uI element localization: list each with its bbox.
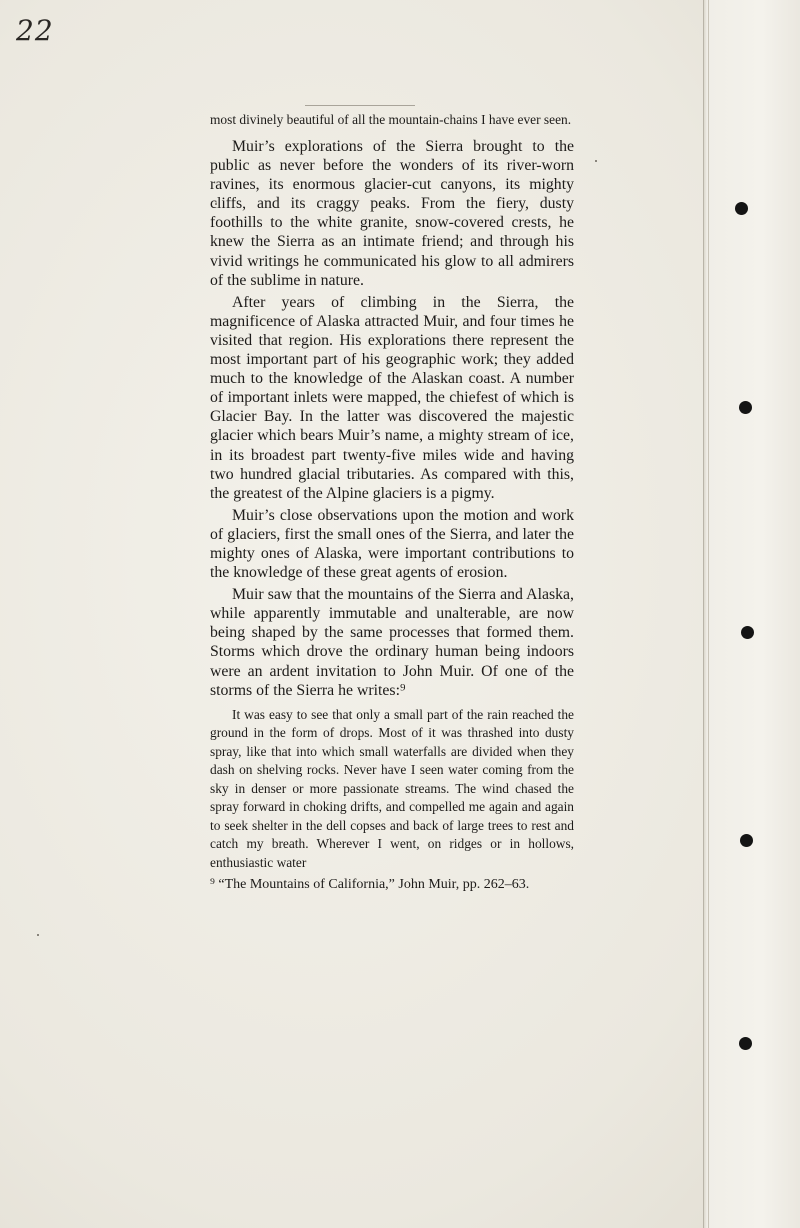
footnote: ⁹ “The Mountains of California,” John Muir, pp. 262–63. xyxy=(210,877,530,893)
paragraph-glaciers: Muir’s close observations upon the motion and work of glaciers, first the small ones of the Sierra, and later the mighty ones of Alaska, were important contributions to the knowledge of these great agents of erosion. xyxy=(210,506,574,582)
paragraph-storms: Muir saw that the mountains of the Sierra and Alaska, while apparently immutable and unalterable, are now being shaped by the same processes that formed them. Storms which drove the ordinary human being indoors were an ardent invitation to John Muir. Of one of the storms of the Sierra he writes:⁹ xyxy=(210,586,574,699)
binder-edge-line xyxy=(708,0,709,1228)
block-quote: It was easy to see that only a small part of the rain reached the ground in the form of drops. Most of it was thrashed into dusty spray, like that into which small waterfalls are divided when they dash on shelving rocks. Never have I seen water coming from the sky in denser or more passionate streams. The wind chased the spray forward in choking drifts, and compelled me again and again to seek shelter in the dell copses and back of large trees to rest and catch my breath. Wherever I went, on ridges or in hollows, enthusiastic water xyxy=(210,706,574,870)
paragraph-sierra: Muir’s explorations of the Sierra brought to the public as never before the wonders of its river-worn ravines, its enormous glacier-cut canyons, its mighty cliffs, and its craggy peaks. From the fiery, dusty foothills to the white granite, snow-covered crests, he knew the Sierra as an intimate friend; and through his vivid writings he communicated his glow to all admirers of the sublime in nature. xyxy=(210,138,574,289)
binder-hole-3 xyxy=(741,626,754,639)
text-body xyxy=(210,111,574,895)
binder-hole-5 xyxy=(739,1037,752,1050)
top-divider xyxy=(305,105,415,106)
binder-hole-2 xyxy=(739,401,752,414)
page-number: 22 xyxy=(16,14,54,47)
binder-hole-1 xyxy=(735,202,748,215)
opening-quote: most divinely beautiful of all the mountain-chains I have ever seen. xyxy=(210,112,572,127)
margin-speck xyxy=(37,934,39,936)
paragraph-alaska: After years of climbing in the Sierra, the magnificence of Alaska attracted Muir, and four times he visited that region. His explorations there represent the most important part of his geographic work; they added much to the knowledge of the Alaskan coast. A number of important inlets were mapped, the chiefest of which is Glacier Bay. In the latter was discovered the majestic glacier which bears Muir’s name, a mighty stream of ice, in its broadest part twenty-five miles wide and having two hundred glacial tributaries. As compared with this, the greatest of the Alpine glaciers is a pigmy. xyxy=(210,293,574,502)
binder-hole-4 xyxy=(740,834,753,847)
margin-speck xyxy=(595,160,597,162)
